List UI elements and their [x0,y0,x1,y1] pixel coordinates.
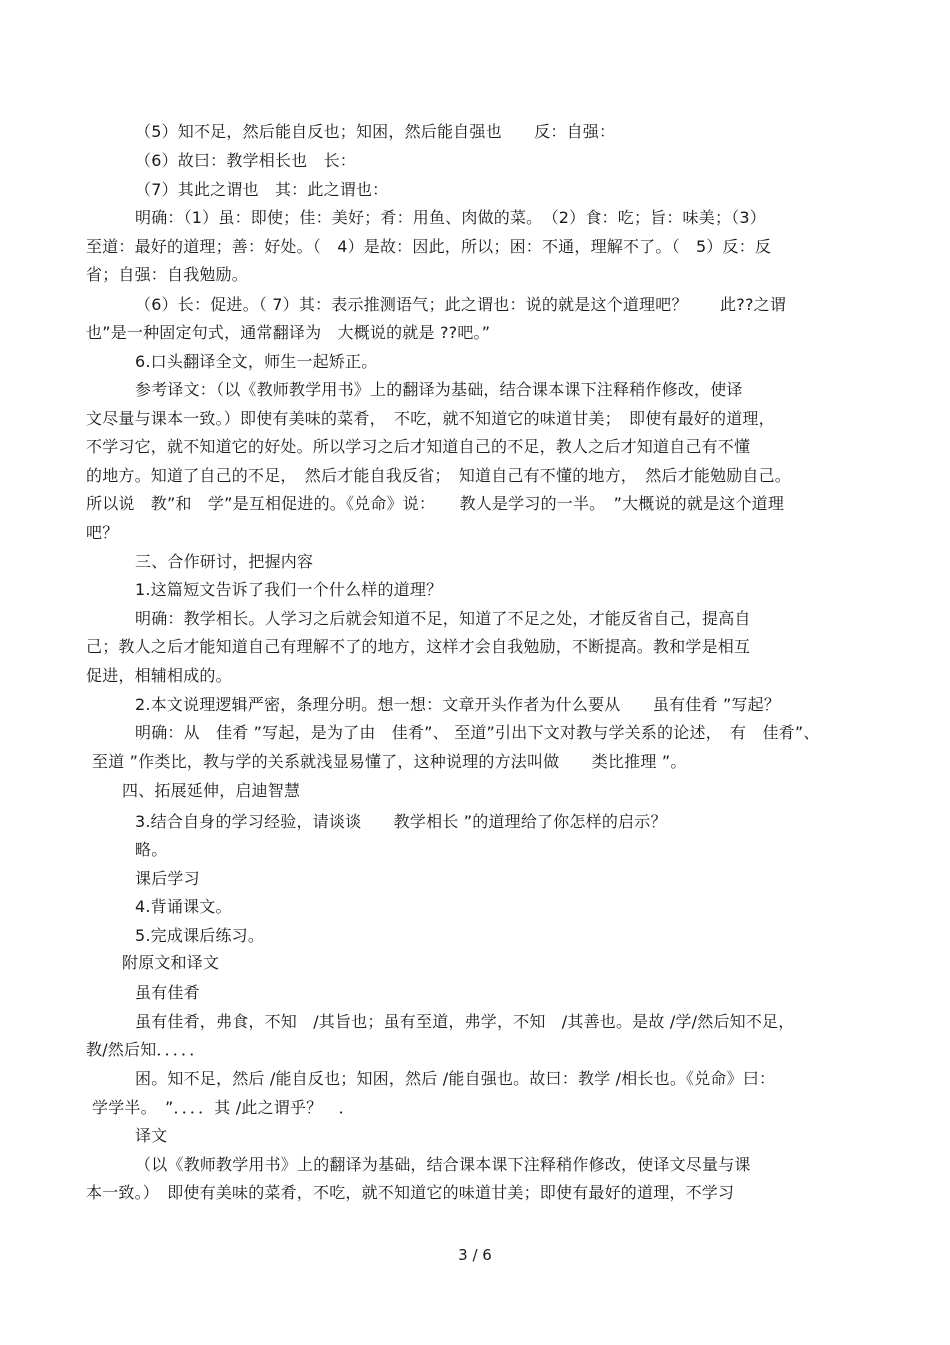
text-line: 吧？ [86,523,119,542]
text-line: （6）长：促进。（ 7）其：表示推测语气；此之谓也：说的就是这个道理吧？ 此??之谓 [135,295,787,314]
text-line: （7）其此之谓也 其：此之谓也： [135,180,389,199]
section-heading: 三、合作研讨，把握内容 [135,552,314,571]
text-line: 所以说 教”和 学”是互相促进的。《兑命》说： 教人是学习的一半。 ”大概说的就是这个道理 [86,494,785,513]
text-line: 己；教人之后才能知道自己有理解不了的地方，这样才会自我勉励，不断提高。教和学是相互 [86,637,751,656]
text-line: 参考译文：（以《教师教学用书》上的翻译为基础，结合课本课下注释稍作修改，使译 [135,380,743,399]
text-line: 6.口头翻译全文，师生一起矫正。 [135,352,378,371]
text-line: 促进，相辅相成的。 [86,666,232,685]
text-line: 明确：从 佳肴 ”写起，是为了由 佳肴”、 至道”引出下文对教与学关系的论述， 有 佳肴”、 [135,723,820,742]
text-line: 教/然后知．．．．． [86,1040,206,1059]
subheading: 附原文和译文 [122,953,220,972]
question: 2.本文说理逻辑严密，条理分明。想一想：文章开头作者为什么要从 虽有佳肴 ”写起？ [135,695,781,714]
text-line: 困。知不足，然后 /能自反也；知困，然后 /能自强也。故曰：教学 /相长也。《兑命》曰： [135,1069,776,1088]
text-line: （5）知不足，然后能自反也；知困，然后能自强也 反：自强： [135,122,616,141]
text-line: 明确：（1）虽：即使；佳：美好；肴：用鱼、肉做的菜。 （2）食：吃；旨：味美；（3） [135,208,766,227]
text-line: 本一致。） 即使有美味的菜肴，不吃，就不知道它的味道甘美；即使有最好的道理，不学习 [86,1183,735,1202]
list-item: 4.背诵课文。 [135,897,232,916]
section-heading: 四、拓展延伸，启迪智慧 [122,781,301,800]
subheading: 课后学习 [135,869,200,888]
text-line: （6）故曰：教学相长也 长： [135,151,356,170]
text-line: 至道 ”作类比，教与学的关系就浅显易懂了，这种说理的方法叫做 类比推理 ”。 [92,752,687,771]
text-line: 虽有佳肴，弗食，不知 /其旨也；虽有至道，弗学，不知 /其善也。是故 /学/然后知不足， [135,1012,795,1031]
text-line: 略。 [135,840,168,859]
text-line: 学学半。 ”．．．．其 /此之谓乎？ ． [92,1098,355,1117]
question: 3.结合自身的学习经验，请谈谈 教学相长 ”的道理给了你怎样的启示？ [135,812,667,831]
text-line: 的地方。知道了自己的不足， 然后才能自我反省； 知道自己有不懂的地方， 然后才能勉励自己。 [86,466,792,485]
text-line: 明确：教学相长。人学习之后就会知道不足，知道了不足之处，才能反省自己，提高自 [135,609,751,628]
text-line: 也”是一种固定句式，通常翻译为 大概说的就是 ??吧。” [86,323,491,342]
list-item: 5.完成课后练习。 [135,926,265,945]
text-line: 不学习它，就不知道它的好处。所以学习之后才知道自己的不足，教人之后才知道自己有不懂 [86,437,751,456]
text-line: 文尽量与课本一致。）即使有美味的菜肴， 不吃，就不知道它的味道甘美； 即使有最好的道理， [86,409,775,428]
text-line: （以《教师教学用书》上的翻译为基础，结合课本课下注释稍作修改，使译文尽量与课 [135,1155,751,1174]
text-line: 省；自强：自我勉励。 [86,265,249,284]
subheading: 译文 [135,1126,168,1145]
text-line: 至道：最好的道理；善：好处。（ 4）是故：因此，所以；困：不通，理解不了。（ 5）反：反 [86,237,772,256]
question: 1.这篇短文告诉了我们一个什么样的道理？ [135,580,443,599]
passage-title: 虽有佳肴 [135,983,200,1002]
page-number: 3 / 6 [458,1246,492,1264]
